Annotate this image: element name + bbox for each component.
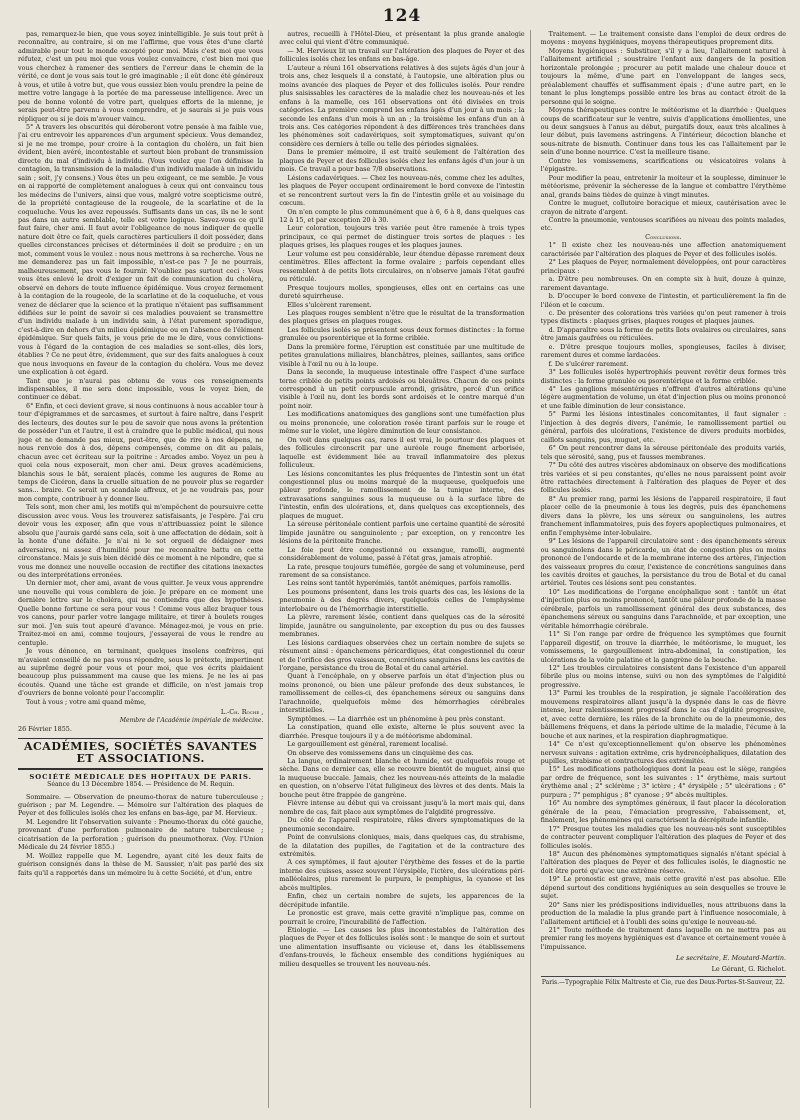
report-body (279, 30, 524, 968)
paragraph: Le gargouillement est général, rarement localisé. (287, 740, 448, 749)
paragraph: Du côté de l'appareil respiratoire, râles divers symptomatiques de la pneumonie secondaire. (279, 816, 525, 833)
paragraph: Fièvre intense au début qui va croissant jusqu'à la mort mais qui, dans nombre de cas, fait place aux symptômes de l'algidité progressive. (279, 799, 525, 816)
summary: Sommaire. — Observation de pneumo-thorax de nature tuberculeuse ; guérison ; par M. Legendre. — Mémoire sur l'altération des plaques de Peyer et des follicules isolés chez les enfans en bas-âge, par M. Hervieux. (18, 792, 264, 818)
paragraph: Leur coloration, toujours très variée peut être ramenée à trois types principaux, ce qui permet de distinguer trois sortes de plaques : les plaques grises, les plaques rouges et les plaques jaunes. (279, 224, 525, 250)
conclusion-item: 7° Du côté des autres viscères abdominaux on observe des modifications très variées et si peu constantes, qu'elles ne nous paraissent point avoir être rattachées directement à l'altération des plaques de Peyer et des follicules isolés. (540, 461, 786, 495)
paragraph: La langue, ordinairement blanche et humide, est quelquefois rouge et sèche. Dans ce dernier cas, elle se recouvre bientôt de muguet, ainsi que la muqueuse buccale. Jamais, chez les nouveau-nés atteints de la maladie en question, on n'observe l'état fuligineux des lèvres et des dents. Mais la bouche peut être frappée de gangrène. (279, 756, 525, 799)
paragraph: M. Woillez rappelle que M. Legendre, ayant cité les deux faits de guérison consignés dans la thèse de M. Saussier, n'ait pas parlé des six faits qu'il a rapportés dans un mémoire lu à cette Société, et d'un, entre (18, 851, 264, 877)
paragraph: Tout à vous ; votre ami quand même, (26, 697, 147, 706)
conclusion-item: 4° Les ganglions mésentériques n'offrent d'autres altérations qu'une légère augmentation de volume, un état d'injection plus ou moins prononcé et une faible diminution de leur consistance. (540, 385, 786, 410)
column-2 (279, 30, 530, 1108)
conclusion-item: 10° Les modifications de l'organe encéphalique sont : tantôt un état d'injection plus ou moins prononcé, tantôt une pâleur profonde de la masse cérébrale, parfois un ramollissement général des deux substances, des épanchemens séreux ou sanguins dans l'arachnoïde, et par exception, une véritable hémorrhagie cérébrale. (540, 587, 786, 630)
paragraph: L'auteur a réuni 161 observations relatives à des sujets âgés d'un jour à trois ans, chez lesquels il a constaté, à l'autopsie, une altération plus ou moins avancée des plaques de Peyer et des follicules isolés. Pour rendre plus saisissables les caractères de la maladie chez les nouveau-nés et les enfans à la mamelle, ces 161 observations ont été divisées en trois catégories. La première comprend les enfans âgés d'un jour à un mois ; la seconde les enfans d'un mois à un an ; la troisième les enfans d'un an à trois ans. Ces catégories répondent à des différences très tranchées dans les phénomènes soit cadavériques, soit symptomatiques, suivant qu'on considère ces derniers à telle ou telle des périodes signalées. (279, 63, 525, 148)
paragraph: Moyens hygiéniques : Substituer, s'il y a lieu, l'allaitement naturel à l'allaitement artificiel ; soustraire l'enfant aux dangers de la position horizontale prolongée ; procurer au petit malade une chaleur douce et toujours la même, d'une part en l'enveloppant de langes secs, préalablement chauffés et suffisamment épais ; d'une autre part, en le tenant le plus longtemps possible entre les bras au contact étroit de la personne qui le soigne. (540, 46, 786, 106)
paragraph: Dans la seconde, la muqueuse intestinale offre l'aspect d'une surface terne criblée de petits points ardoisés ou bleuâtres. Chacun de ces points correspond à un petit corpuscule arrondi, grisâtre, percé d'un orifice visible à l'œil nu, dont les bords sont ardoisés et le centre marqué d'un point noir. (279, 368, 525, 410)
conclusion-item: 16° Au nombre des symptômes généraux, il faut placer la décoloration générale de la peau, l'émaciation progressive, l'abaissement, et, finalement, les phénomènes qui caractérisent la décrépitude infantile. (540, 799, 786, 825)
treatment-section (541, 30, 786, 233)
conclusion-item: 13° Parmi les troubles de la respiration, je signale l'accélération des mouvemens respiratoires allant jusqu'à la dyspnée dans le cas de fièvre intense, leur ralentissement progressif dans le cas d'algidité progressive, et, avec cette dernière, les râles de la bronchite ou de la pneumonie, des bâillemens fréquens, et dans la période ultime de la maladie, l'écume à la bouche et aux narines, et la respiration diaphragmatique. (540, 689, 786, 740)
page-number: 124 (382, 6, 422, 26)
conclusion-item: 3° Les follicules isolés hypertrophiés peuvent revêtir deux formes très distinctes : la forme granulée ou psorentérique et la forme criblée. (540, 368, 786, 385)
conclusion-item: e. D'être presque toujours molles, spongieuses, faciles à diviser, rarement dures et comme lardacées. (540, 342, 786, 360)
paragraph: Tels sont, mon cher ami, les motifs qui m'empêchent de poursuivre cette discussion avec vous. Vous les trouverez satisfaisants, je l'espère. J'ai cru devoir vous les exposer, afin que vous n'attribuassiez point le silence absolu que j'aurais gardé sans cela, soit à une affectation de dédain, soit à la honte d'une défaite. Je n'ai ni le sot orgueil de dédaigner mes adversaires, ni assez d'humilité pour me reconnaître battu en cette circonstance. Mais je suis bien décidé dès ce moment à ne répondre, que si vous me donnez une nouvelle occasion de rectifier des citations inexactes ou des interprétations erronées. (18, 503, 264, 579)
paragraph: Le pronostic est grave, mais cette gravité n'implique pas, comme on pourrait le croire, l'incurabilité de l'affection. (279, 909, 525, 926)
paragraph: Leur volume est peu considérable, leur étendue dépasse rarement deux centimètres. Elles affectent la forme ovalaire ; parfois cependant elles ressemblent à de petits îlots circulaires, on n'observe jamais l'état gaufré ou réticulé. (279, 249, 525, 284)
paragraph: Symptômes. — La diarrhée est un phénomène à peu près constant. (287, 714, 506, 723)
gerant-signature: Le Gérant, G. Richelot. (711, 964, 786, 973)
divider (18, 738, 263, 739)
signature-role: Membre de l'Académie impériale de médecine. (119, 716, 264, 724)
conclusion-item: 2° Les plaques de Peyer, normalement développées, ont pour caractères principaux : (540, 258, 786, 275)
conclusions-list (541, 241, 786, 951)
columns (18, 30, 786, 1108)
paragraph: Contre la pneumonie, ventouses scarifiées au niveau des points malades, etc. (540, 215, 786, 233)
printer-imprint: Paris.—Typographie Félix Maltreste et Cie, rue des Deux-Portes-St-Sauveur, 22. (541, 976, 786, 987)
conclusion-item: 18° Aucun des phénomènes symptomatiques signalés n'étant spécial à l'altération des plaques de Peyer et des follicules isolés, le diagnostic ne doit être porté qu'avec une extrême réserve. (540, 849, 786, 875)
conclusion-item: c. De présenter des colorations très variées qu'on peut ramener à trois types distincts : plaques grises, plaques rouges et plaques jaunes. (540, 308, 786, 326)
conclusion-item: d. D'apparaître sous la forme de petits îlots ovalaires ou circulaires, sans être jamais gaufrées ou réticulées. (540, 325, 786, 343)
conclusion-item: a. D'être peu nombreuses. On en compte six à huit, douze à quinze, rarement davantage. (540, 275, 786, 292)
conclusion-item: 9° Les lésions de l'appareil circulatoire sont : des épanchements séreux ou sanguinolens dans le péricarde, un état de congestion plus ou moins prononcé de l'endocarde et de la membrane interne des artères, l'injection des vaisseaux propres du cœur, l'existence de concrétions sanguines dans les cavités droites et gauches, la persistance du trou de Botal et du canal artériel. Toutes ces lésions sont peu constantes. (540, 537, 786, 588)
paragraph: Elles s'ulcèrent rarement. (287, 300, 372, 309)
paragraph: Enfin, chez un certain nombre de sujets, les apparences de la décrépitude infantile. (279, 892, 525, 909)
paragraph: Les lésions concomitantes les plus fréquentes de l'intestin sont un état congestionnel plus ou moins marqué de la muqueuse, quelquefois une pâleur profonde, le ramollissement de la tunique interne, des extravasations sanguines sous la muqueuse ou à la surface libre de l'intestin, enfin des ulcérations, et, dans quelques cas exceptionnels, des plaques de muguet. (279, 469, 525, 520)
paragraph: La séreuse péritonéale contient parfois une certaine quantité de sérosité limpide jaunâtre ou sanguinolente ; par exception, on y rencontre les lésions de la péritonite franche. (279, 520, 525, 546)
conclusion-item: 15° Les modifications pathologiques dont la peau est le siège, rangées par ordre de fréquence, sont les suivantes : 1° érythème, mais surtout érythème anal ; 2° sclérème ; 3° ictère ; 4° érysipèle ; 5° ulcérations ; 6° purpura ; 7° pemphigus ; 8° cyanose ; 9° abcès multiples. (540, 765, 786, 799)
paragraph: Moyens thérapeutiques contre le météorisme et la diarrhée : Quelques coups de scarificateur sur le ventre, suivis d'applications émollientes, une ou deux sangsues à l'anus au début, purgatifs doux, eaux très alcalines à leur début, puis lavemens astringens. A l'intérieur, décoction blanche et sous-nitrate de bismuth. Continuer dans tous les cas l'allaitement par le sein d'une bonne nourrice. C'est la meilleure tisane. (540, 106, 786, 157)
paragraph: Pour modifier la peau, entretenir la moiteur et la souplesse, diminuer le météorisme, prévenir la sécheresse de la langue et combattre l'érythème anal, grands bains tièdes de quinze à vingt minutes. (540, 173, 786, 199)
paragraph: Lésions cadavériques. — Chez les nouveau-nés, comme chez les adultes, les plaques de Peyer occupent ordinairement le bord convexe de l'intestin et se rencontrent surtout vers la fin de l'intestin grêle et au voisinage du cœcum. (279, 173, 525, 208)
paragraph: Les poumons présentent, dans les trois quarts des cas, les lésions de la pneumonie à des degrés divers, quelquefois celles de l'emphysème interlobaire ou de l'hémorrhagie interstitielle. (279, 587, 525, 613)
conclusion-item: 6° On peut rencontrer dans la séreuse péritonéale des produits variés, tels que sérosité, sang, pus et fausses membranes. (540, 444, 786, 461)
paragraph: Étiologie. — Les causes les plus incontestables de l'altération des plaques de Peyer et des follicules isolés sont : le manque de soin et surtout une alimentation insuffisante ou vicieuse et, dans les établissemens d'enfans-trouvés, le fâcheux ensemble des conditions hygiéniques au milieu desquelles se trouvent les nouveau-nés. (279, 926, 525, 968)
paragraph: La constipation, quand elle existe, alterne le plus souvent avec la diarrhée. Presque toujours il y a de météorisme abdominal. (279, 723, 525, 740)
paragraph: 5° A travers les obscurités qui déroberont votre pensée à ma faible vue, j'ai cru entrevoir les apparences d'un argument spécieux. Vous demandez, si je ne me trompe, pour croire à la contagion du choléra, un fait bien évident, bien avéré, incontestable et surtout bien probant de transmission directe du mal d'individu à individu. (Vous voulez que l'on définisse la contagion, la transmission de la maladie d'un individu malade à un individu sain ; soit, j'y consens.) Vous êtes un peu exigeant, ce me semble. Je vous en ai rapporté de complètement analogues à ceux qui ont convaincu tous les médecins de l'univers, ainsi que vous, malgré votre scepticisme outré, de la propriété contagieuse de la rougeole, de la scarlatine et de la coqueluche. Vous les avez repoussés. Suffisants dans un cas, ils ne le sont pas dans un autre semblable, telle est votre logique. Savez-vous ce qu'il faut faire, cher ami. Il faut avoir l'obligeance de nous indiquer de quelle nature doit être ce fait, quels caractères particuliers il doit posséder, dans quelles circonstances précises et déterminées il doit se produire ; en un mot, comment vous le voulez : nous nous mettrons à sa recherche. Vous ne me demanderez pas un fait impossible, n'est-ce pas ? Je ne pourrais, malheureusement, pas vous le fournir. N'oubliez pas surtout ceci : Vous vous êtes enlevé le droit d'exiger un fait de communication du choléra, observé en dehors de toute influence épidémique. Vous croyez fermement à la contagion de la rougeole, de la scarlatine et de la coqueluche, et vous venez de déclarer que la science et la pratique n'étaient pas suffisamment édifiées sur le point de savoir si ces maladies pouvaient se transmettre d'un individu malade à un individu sain, à l'état purement sporadique, c'est-à-dire en dehors d'un milieu épidémique ou en l'absence de l'élément épidémique. Sur quels faits, je vous prie de me le dire, vous convictions-vous à l'égard de la contagion de ces maladies se sont-elles, dès lors, établies ? Ce ne peut être, évidemment, que sur des faits analogues à ceux que nous invoquons en faveur de la contagion du choléra. Vous me devez une explication à cet égard. (18, 122, 264, 377)
paragraph: Les lésions cardiaques observées chez un certain nombre de sujets se résument ainsi : épanchemens péricardiques, état congestionnel du cœur et de l'orifice des gros vaisseaux, concrétions sanguines dans les cavités de l'organe, persistance du trou de Botal et du canal artériel. (279, 638, 525, 672)
paragraph: Le foie peut être congestionné ou exsangue, ramolli, augmenté considérablement de volume, passé à l'état gras, jamais atrophié. (279, 545, 525, 563)
paragraph: Les reins sont tantôt hyperémiés, tantôt anémiques, parfois ramollis. (287, 579, 512, 588)
session-info: Séance du 13 Décembre 1854. — Présidence de M. Requin. (47, 781, 235, 789)
letter-date: 26 Février 1855. (18, 725, 72, 734)
paragraph: — M. Hervieux lit un travail sur l'altération des plaques de Peyer et des follicules isolés chez les enfans en bas-âge. (279, 46, 525, 64)
paragraph: Contre les vomissemens, scarifications ou vésicatoires volans à l'épigastre. (540, 156, 786, 174)
paragraph: Presque toujours molles, spongieuses, elles ont en certains cas une dureté squirrheuse. (279, 283, 525, 301)
conclusion-item: 19° Le pronostic est grave, mais cette gravité n'est pas absolue. Elle dépend surtout des conditions hygiéniques au sein desquelles se trouve le sujet. (540, 875, 786, 901)
paragraph: A ces symptômes, il faut ajouter l'érythème des fesses et de la partie interne des cuisses, assez souvent l'érysipèle, l'ictère, des ulcérations péri-malléolaires, plus rarement le purpura, le pemphigus, la cyanose et les abcès multiples. (279, 858, 525, 892)
conclusion-item: b. D'occuper le bord convexe de l'intestin, et particulièrement la fin de l'iléon et le cœcum. (540, 292, 786, 309)
secretary-signature: Le secrétaire, E. Moutard-Martin. (676, 954, 786, 963)
conclusion-item: 1° Il existe chez les nouveau-nés une affection anatomiquement caractérisée par l'altération des plaques de Peyer et des follicules isolés. (540, 241, 786, 258)
section-title: ACADÉMIES, SOCIÉTÉS SAVANTES ET ASSOCIATIONS. (24, 739, 258, 765)
paragraph: La plèvre, rarement lésée, contient dans quelques cas de la sérosité limpide, jaunâtre ou sanguinolente, par exception du pus ou des fausses membranes. (279, 613, 525, 639)
conclusion-item: 20° Sans nier les prédispositions individuelles, nous attribuons dans la production de la maladie la plus grande part à l'influence nosocomiale, à l'allaitement artificiel et à l'oubli des soins qu'exige le nouveau-né. (540, 900, 786, 926)
paragraph: Tant que je n'aurai pas obtenu de vous ces renseignements indispensables, il me sera donc impossible, vous le voyez bien, de continuer ce débat. (18, 376, 264, 402)
conclusion-item: f. De s'ulcérer rarement. (548, 359, 629, 368)
society-name: SOCIÉTÉ MÉDICALE DES HOPITAUX DE PARIS. (29, 772, 253, 781)
paragraph: Contre le muguet, collutoire boracique et mieux, cautérisation avec le crayon de nitrate d'argent. (540, 199, 786, 216)
paragraph: 6° Enfin, et ceci devient grave, si nous continuons à nous accabler tour à tour d'épigrammes et de sarcasmes, et surtout à faire naître, dans l'esprit des lecteurs, des doutes sur le peu de savoir que nous avons la prétention de posséder l'un et l'autre, il est à craindre que le public médical, qui nous juge et ne demande pas mieux, peut-être, que de rire à nos dépens, ne nous renvoie dos à dos, dépens compensés, comme on dit au palais, chacun avec cet écriteau sur la poitrine : Arcades ambo. Voyez un peu à quoi cela nous exposerait, mon cher ami. Deux graves académiciens, blanchis sous le bât, seraient placés, comme les augures de Rome au temps de Cicéron, dans la cruelle situation de ne pouvoir plus se regarder sans... braire. Ce serait un scandale affreux, et je ne voudrais pas, pour mon compte, contribuer à y donner lieu. (18, 401, 264, 503)
paragraph: Je vous dénonce, en terminant, quelques insolens confrères, qui m'avaient conseillé de ne pas vous répondre, sous le prétexte, impertinent au suprême degré pour vous et pour moi, que vos écrits plaidaient beaucoup plus puissamment ma cause que les miens. Je ne les ai pas écoutés. Quand une tâche est grande et difficile, on n'est jamais trop d'ouvriers de bonne volonté pour l'accomplir. (18, 647, 264, 698)
paragraph: Quant à l'encéphale, on y observe parfois un état d'injection plus ou moins prononcé, ou bien une pâleur profonde des deux substances, le ramollissement de celles-ci, des épanchemens séreux ou sanguins dans l'arachnoïde, quelquefois même des hémorrhagies cérébrales interstitielles. (279, 672, 525, 715)
paragraph: Les follicules isolés se présentent sous deux formes distinctes : la forme granulée ou psorentérique et la forme criblée. (279, 325, 525, 343)
paragraph: pas, remarquez-le bien, que vous soyez inintelligible. Je suis tout prêt à reconnaître, au contraire, si on me l'affirme, que vous êtes d'une clarté admirable pour tout le monde excepté pour moi. Mais c'est moi que vous réfutez, c'est un peu moi que vous voulez convaincre, c'est bien moi que vous cherchez à ramener des sentiers de l'erreur dans le chemin de la vérité, ce dont je vous sais tout le gré imaginable ; il eût donc été généreux à vous, et utile à votre but, que vous eussiez bien voulu prendre la peine de mettre votre langage à la portée de ma paresseuse intelligence. Avec un peu de bonne volonté de votre part, quelques efforts de la mienne, je serais peut-être parvenu à vous comprendre, et je saurais si je puis vous répliquer ou si je dois m'avouer vaincu. (18, 30, 264, 123)
column-3 (541, 30, 786, 1108)
paragraph: Un dernier mot, cher ami, avant de vous quitter. Je veux vous apprendre une nouvelle qui vous comblera de joie. Je prépare en ce moment une dernière lettre sur le choléra, qui ne contiendra que des hypothèses. Quelle bonne fortune ce sera pour vous ! Comme vous allez braquer tous vos canons, pour parler votre langage militaire, et tirer à boulets rouges sur moi. J'en suis tout apeuré d'avance. Ménagez-moi, je vous en prie. Traitez-moi en ami, comme toujours, j'essayerai de vous le rendre au centuple. (18, 579, 264, 647)
paragraph: On n'en compte le plus communément que à 6, 6 à 8, dans quelques cas 12 à 15, et par exception 20 à 30. (279, 207, 525, 224)
conclusion-item: 12° Les troubles circulatoires consistent dans l'existence d'un appareil fébrile plus ou moins intense, suivi ou non des symptômes de l'algidité progressive. (540, 663, 786, 689)
column-1 (18, 30, 269, 1108)
conclusion-item: 14° Ce n'est qu'exceptionnellement qu'on observe les phénomènes nerveux suivans : agitation extrême, cris hydrencéphaliques, dilatation des pupilles, strabisme et contractures des extrémités. (540, 740, 786, 765)
society-report (18, 818, 263, 877)
conclusions-title: Conclusions. (645, 232, 682, 241)
conclusion-item: 11° Si l'on range par ordre de fréquence les symptômes que fournit l'appareil digestif, on trouve la diarrhée, le météorisme, le muguet, les vomissemens, le gargouillement intra-abdominal, la constipation, les ulcérations de la voûte palatine et la gangrène de la bouche. (540, 630, 786, 664)
paragraph: Dans le premier mémoire, il est traité seulement de l'altération des plaques de Peyer et des follicules isolés chez les enfans âgés d'un jour à un mois. Ce travail a pour base 7/8 observations. (279, 148, 525, 174)
paragraph: On voit dans quelques cas, rares il est vrai, le pourtour des plaques et des follicules circonscrit par une auréole rouge finement arborisée, laquelle est évidemment liée au travail inflammatoire des plexus folliculeux. (279, 435, 525, 470)
paragraph: Point de convulsions cloniques, mais, dans quelques cas, du strabisme, de la dilatation des pupilles, de l'agitation et de la contracture des extrémités. (279, 833, 525, 858)
conclusion-item: 17° Presque toutes les maladies que les nouveau-nés sont susceptibles de contracter peuvent compliquer l'altération des plaques de Peyer et des follicules isolés. (540, 824, 786, 850)
paragraph: La rate, presque toujours tuméfiée, gorgée de sang et volumineuse, perd rarement de sa consistance. (279, 562, 525, 579)
letter-body (18, 30, 263, 706)
paragraph: Les plaques rouges semblent n'être que le résultat de la transformation des plaques grises en plaques rouges. (279, 308, 525, 326)
paragraph: Dans la première forme, l'éruption est constituée par une multitude de petites granulations miliaires, blanchâtres, pleines, saillantes, sans orifice visible à l'œil nu ou à la loupe. (279, 342, 525, 368)
conclusion-item: 5° Parmi les lésions intestinales concomitantes, il faut signaler : l'injection à des degrés divers, l'anémie, le ramollissement partiel ou général, parfois des ulcérations, l'existence de divers produits morbides, caillots sanguins, pus, muguet, etc. (540, 410, 786, 444)
paragraph: autres, recueilli à l'Hôtel-Dieu, et présentant la plus grande analogie avec celui qui vient d'être communiqué. (279, 30, 525, 47)
paragraph: Traitement. — Le traitement consiste dans l'emploi de deux ordres de moyens : moyens hygiéniques, moyens thérapeutiques proprement dits. (540, 30, 786, 47)
paragraph: On observe des vomissemens dans un cinquième des cas. (287, 748, 474, 757)
divider (18, 768, 263, 770)
paragraph: Les modifications anatomiques des ganglions sont une tuméfaction plus ou moins prononcée, une coloration rosée tirant parfois sur le rouge et même sur le violet, une légère diminution de leur consistance. (279, 410, 525, 436)
conclusion-item: 21° Toute méthode de traitement dans laquelle on ne mettra pas au premier rang les moyens hygiéniques est d'avance et certainement vouée à l'impuissance. (540, 926, 786, 951)
conclusion-item: 8° Au premier rang, parmi les lésions de l'appareil respiratoire, il faut placer celle de la pneumonie à tous les degrés, puis des épanchemens divers dans la plèvre, les uns séreux ou sanguinolens, les autres franchement inflammatoires, puis des foyers apoplectiques pulmonaires, et enfin l'emphysème inter-lobulaire. (540, 494, 786, 537)
letter-signature: L.-Ch. Roche , (220, 708, 264, 717)
paragraph: M. Legendre lit l'observation suivante : Pneumo-thorax du côté gauche, provenant d'une perforation pulmonaire de nature tuberculeuse ; cicatrisation de la perforation ; guérison du pneumothorax. (Voy. l'Union Médicale du 24 février 1855.) (18, 817, 264, 852)
